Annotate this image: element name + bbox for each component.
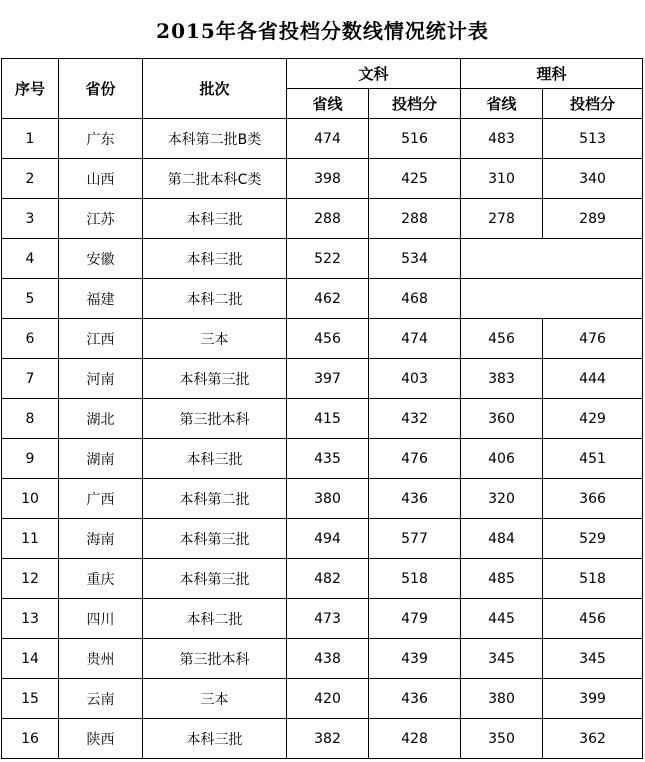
table-title: 2015年各省投档分数线情况统计表 bbox=[156, 18, 489, 43]
cell-batch: 本科三批 bbox=[143, 199, 287, 239]
cell-batch: 第二批本科C类 bbox=[143, 159, 287, 199]
cell-batch: 本科第三批 bbox=[143, 359, 287, 399]
table-row bbox=[2, 719, 643, 759]
cell-wenke-line: 473 bbox=[287, 599, 369, 639]
table-row bbox=[2, 399, 643, 439]
cell-wenke-line: 420 bbox=[287, 679, 369, 719]
table-row bbox=[2, 239, 643, 279]
cell-province: 江苏 bbox=[59, 199, 143, 239]
cell-seq: 15 bbox=[2, 679, 59, 719]
header-wenke-score: 投档分 bbox=[369, 89, 461, 119]
cell-like-score: 289 bbox=[543, 199, 643, 239]
cell-batch: 本科三批 bbox=[143, 439, 287, 479]
cell-province: 四川 bbox=[59, 599, 143, 639]
cell-like-empty bbox=[461, 239, 643, 279]
cell-wenke-line: 398 bbox=[287, 159, 369, 199]
score-table bbox=[1, 58, 643, 759]
table-row bbox=[2, 319, 643, 359]
cell-batch: 三本 bbox=[143, 319, 287, 359]
cell-batch: 本科三批 bbox=[143, 719, 287, 759]
cell-like-score: 366 bbox=[543, 479, 643, 519]
cell-wenke-score: 436 bbox=[369, 479, 461, 519]
cell-province: 江西 bbox=[59, 319, 143, 359]
cell-wenke-score: 425 bbox=[369, 159, 461, 199]
table-row bbox=[2, 199, 643, 239]
cell-like-score: 456 bbox=[543, 599, 643, 639]
cell-like-score: 513 bbox=[543, 119, 643, 159]
cell-batch: 第三批本科 bbox=[143, 639, 287, 679]
cell-province: 贵州 bbox=[59, 639, 143, 679]
cell-wenke-score: 436 bbox=[369, 679, 461, 719]
table-row bbox=[2, 159, 643, 199]
cell-like-score: 451 bbox=[543, 439, 643, 479]
cell-like-score: 476 bbox=[543, 319, 643, 359]
cell-wenke-score: 479 bbox=[369, 599, 461, 639]
cell-batch: 本科二批 bbox=[143, 599, 287, 639]
cell-wenke-line: 397 bbox=[287, 359, 369, 399]
cell-like-line: 380 bbox=[461, 679, 543, 719]
cell-like-line: 345 bbox=[461, 639, 543, 679]
cell-wenke-score: 439 bbox=[369, 639, 461, 679]
cell-wenke-score: 534 bbox=[369, 239, 461, 279]
cell-batch: 三本 bbox=[143, 679, 287, 719]
cell-like-line: 278 bbox=[461, 199, 543, 239]
table-row bbox=[2, 119, 643, 159]
cell-province: 云南 bbox=[59, 679, 143, 719]
cell-seq: 6 bbox=[2, 319, 59, 359]
cell-seq: 4 bbox=[2, 239, 59, 279]
cell-like-score: 399 bbox=[543, 679, 643, 719]
cell-like-line: 360 bbox=[461, 399, 543, 439]
cell-province: 广东 bbox=[59, 119, 143, 159]
cell-like-line: 485 bbox=[461, 559, 543, 599]
cell-wenke-line: 482 bbox=[287, 559, 369, 599]
cell-province: 湖南 bbox=[59, 439, 143, 479]
cell-wenke-line: 438 bbox=[287, 639, 369, 679]
cell-wenke-score: 288 bbox=[369, 199, 461, 239]
cell-province: 重庆 bbox=[59, 559, 143, 599]
cell-wenke-score: 474 bbox=[369, 319, 461, 359]
header-like: 理科 bbox=[461, 59, 643, 89]
header-row-top bbox=[2, 59, 643, 89]
cell-wenke-score: 518 bbox=[369, 559, 461, 599]
header-province: 省份 bbox=[59, 59, 143, 119]
table-row bbox=[2, 599, 643, 639]
cell-batch: 本科三批 bbox=[143, 239, 287, 279]
cell-like-score: 429 bbox=[543, 399, 643, 439]
cell-wenke-line: 415 bbox=[287, 399, 369, 439]
cell-wenke-line: 462 bbox=[287, 279, 369, 319]
cell-seq: 11 bbox=[2, 519, 59, 559]
cell-wenke-score: 403 bbox=[369, 359, 461, 399]
cell-like-score: 362 bbox=[543, 719, 643, 759]
table-row bbox=[2, 639, 643, 679]
cell-wenke-line: 474 bbox=[287, 119, 369, 159]
cell-like-score: 529 bbox=[543, 519, 643, 559]
cell-wenke-score: 432 bbox=[369, 399, 461, 439]
cell-batch: 本科第三批 bbox=[143, 559, 287, 599]
table-row bbox=[2, 359, 643, 399]
cell-wenke-score: 428 bbox=[369, 719, 461, 759]
cell-wenke-line: 382 bbox=[287, 719, 369, 759]
cell-batch: 本科第二批 bbox=[143, 479, 287, 519]
cell-wenke-score: 476 bbox=[369, 439, 461, 479]
cell-seq: 16 bbox=[2, 719, 59, 759]
cell-like-line: 484 bbox=[461, 519, 543, 559]
cell-batch: 本科第三批 bbox=[143, 519, 287, 559]
cell-seq: 2 bbox=[2, 159, 59, 199]
cell-province: 广西 bbox=[59, 479, 143, 519]
cell-batch: 第三批本科 bbox=[143, 399, 287, 439]
cell-like-line: 350 bbox=[461, 719, 543, 759]
cell-seq: 3 bbox=[2, 199, 59, 239]
header-like-line: 省线 bbox=[461, 89, 543, 119]
cell-like-score: 340 bbox=[543, 159, 643, 199]
cell-seq: 7 bbox=[2, 359, 59, 399]
cell-province: 陕西 bbox=[59, 719, 143, 759]
cell-province: 河南 bbox=[59, 359, 143, 399]
cell-province: 安徽 bbox=[59, 239, 143, 279]
table-row bbox=[2, 279, 643, 319]
header-wenke-line: 省线 bbox=[287, 89, 369, 119]
table-row bbox=[2, 519, 643, 559]
header-batch: 批次 bbox=[143, 59, 287, 119]
cell-wenke-score: 468 bbox=[369, 279, 461, 319]
cell-seq: 13 bbox=[2, 599, 59, 639]
cell-wenke-line: 435 bbox=[287, 439, 369, 479]
cell-like-line: 456 bbox=[461, 319, 543, 359]
cell-wenke-line: 288 bbox=[287, 199, 369, 239]
table-row bbox=[2, 559, 643, 599]
cell-batch: 本科第二批B类 bbox=[143, 119, 287, 159]
cell-like-line: 310 bbox=[461, 159, 543, 199]
table-row bbox=[2, 439, 643, 479]
cell-like-line: 406 bbox=[461, 439, 543, 479]
table-body bbox=[2, 119, 643, 759]
header-seq: 序号 bbox=[2, 59, 59, 119]
cell-like-score: 444 bbox=[543, 359, 643, 399]
cell-wenke-line: 456 bbox=[287, 319, 369, 359]
cell-like-line: 383 bbox=[461, 359, 543, 399]
cell-wenke-line: 522 bbox=[287, 239, 369, 279]
cell-wenke-line: 380 bbox=[287, 479, 369, 519]
cell-like-score: 518 bbox=[543, 559, 643, 599]
cell-province: 山西 bbox=[59, 159, 143, 199]
cell-like-line: 445 bbox=[461, 599, 543, 639]
cell-province: 湖北 bbox=[59, 399, 143, 439]
cell-like-empty bbox=[461, 279, 643, 319]
header-like-score: 投档分 bbox=[543, 89, 643, 119]
cell-seq: 9 bbox=[2, 439, 59, 479]
cell-wenke-score: 516 bbox=[369, 119, 461, 159]
table-row bbox=[2, 479, 643, 519]
cell-wenke-line: 494 bbox=[287, 519, 369, 559]
cell-seq: 1 bbox=[2, 119, 59, 159]
cell-like-score: 345 bbox=[543, 639, 643, 679]
cell-province: 海南 bbox=[59, 519, 143, 559]
cell-seq: 14 bbox=[2, 639, 59, 679]
header-wenke: 文科 bbox=[287, 59, 461, 89]
cell-batch: 本科二批 bbox=[143, 279, 287, 319]
cell-wenke-score: 577 bbox=[369, 519, 461, 559]
cell-seq: 10 bbox=[2, 479, 59, 519]
cell-seq: 5 bbox=[2, 279, 59, 319]
cell-like-line: 483 bbox=[461, 119, 543, 159]
cell-seq: 8 bbox=[2, 399, 59, 439]
cell-seq: 12 bbox=[2, 559, 59, 599]
cell-province: 福建 bbox=[59, 279, 143, 319]
cell-like-line: 320 bbox=[461, 479, 543, 519]
table-row bbox=[2, 679, 643, 719]
